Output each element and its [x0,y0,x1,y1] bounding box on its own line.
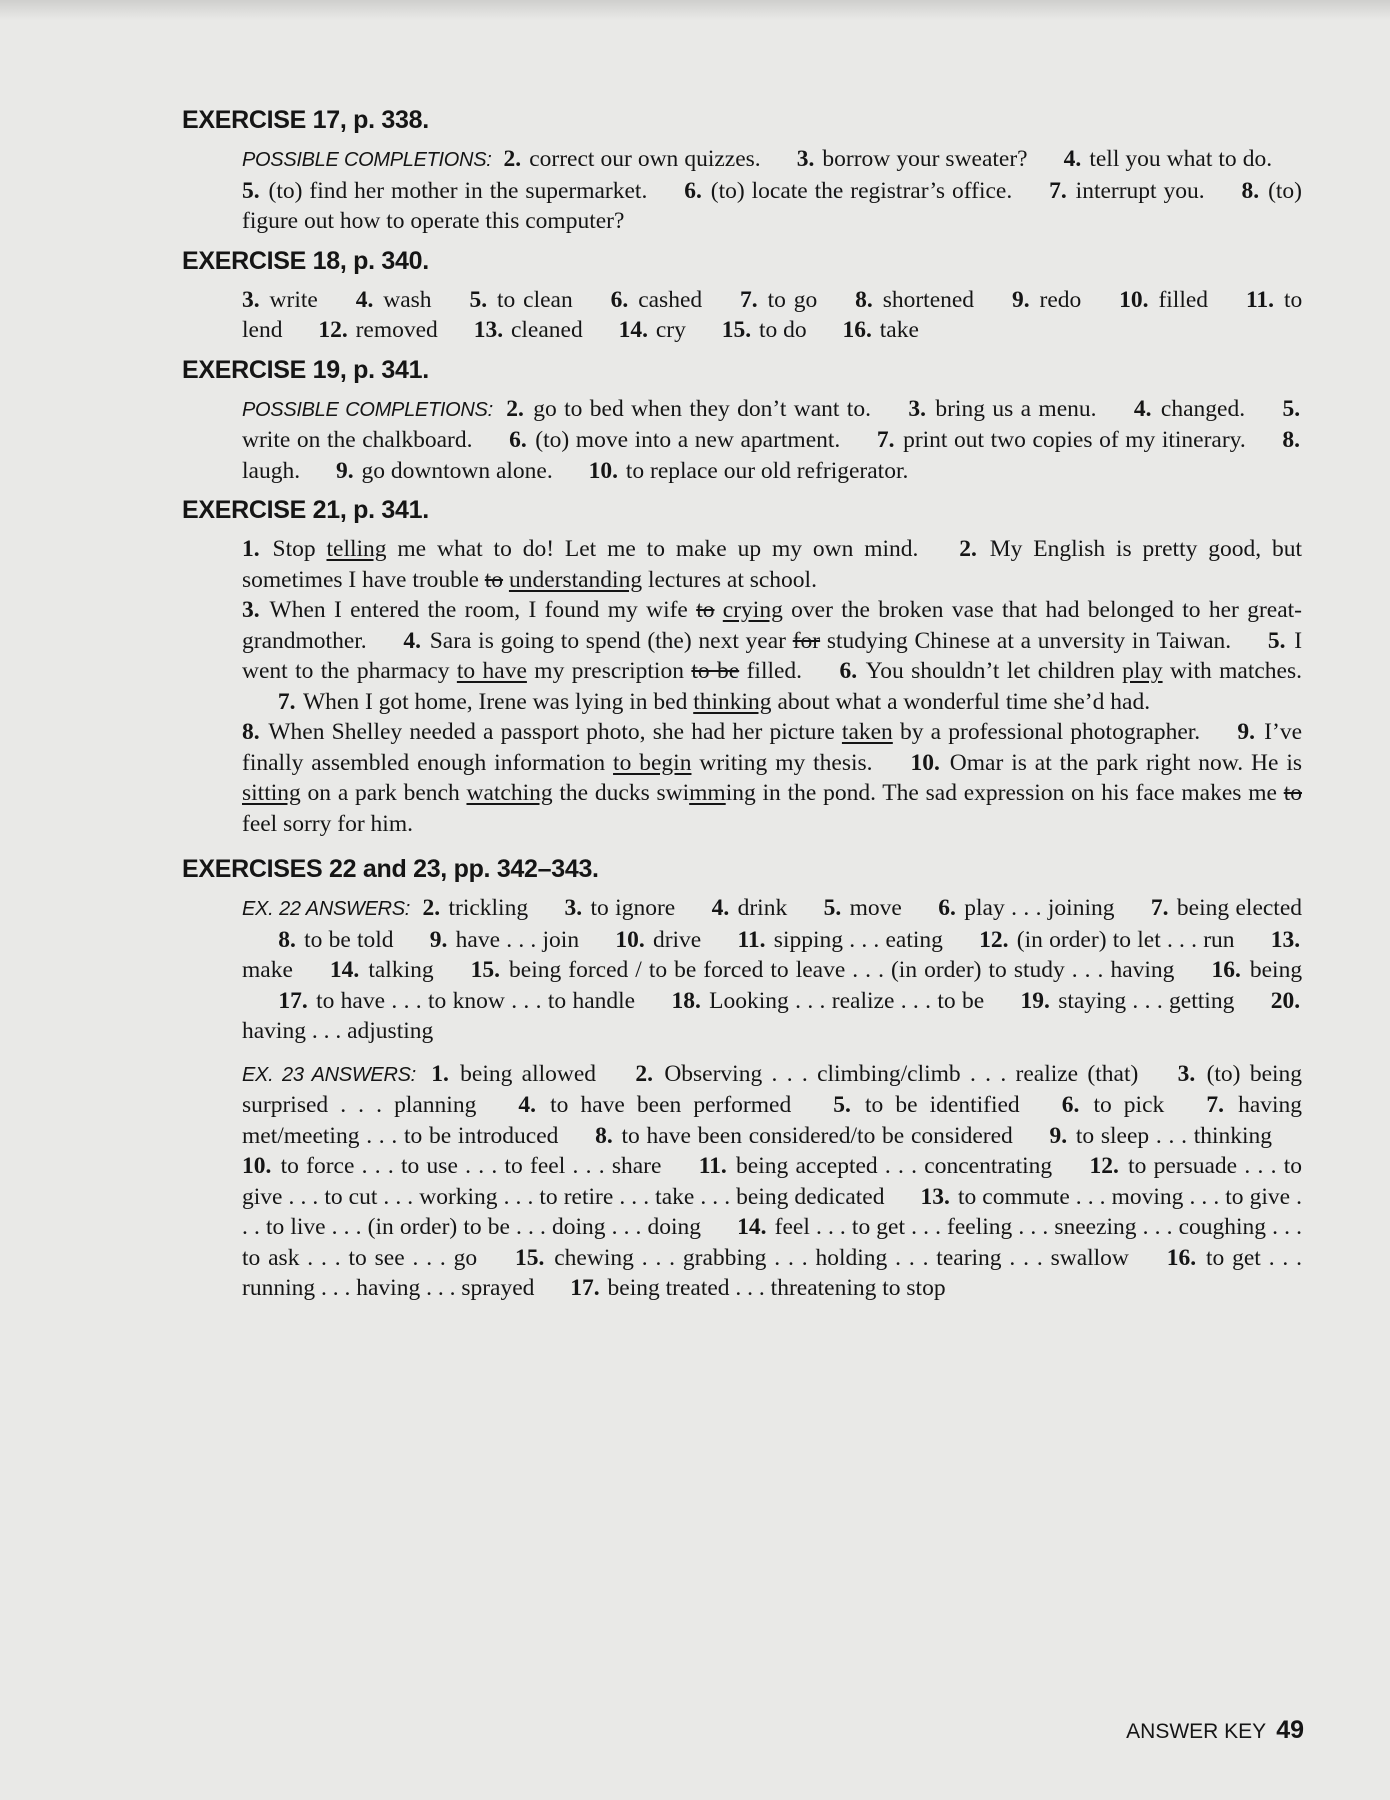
answer-text: Omar is at the park right now. He is [949,749,1302,776]
answer-number: 14. [329,957,360,983]
answer-number: 17. [278,987,308,1014]
answer-item [506,396,871,422]
answer-text: my prescription [526,658,692,684]
answer-item [330,957,434,983]
answer-number: 19. [1020,987,1050,1014]
answer-number: 9. [1237,719,1255,745]
answer-text: move [849,895,902,921]
answer-text: make [242,957,293,983]
answer-item [431,1061,596,1087]
answer-text: being elected [1176,895,1303,921]
answer-item [979,927,1234,953]
answer-number: 13. [920,1183,950,1210]
struck-word: to [696,597,715,623]
answer-number: 20. [1270,987,1301,1014]
answer-text: being forced / to be forced to leave . . . (in order) to study . . . having [509,957,1175,983]
answer-text: being treated . . . threatening to stop [607,1275,946,1301]
answer-item [684,178,1012,204]
answer-item [908,396,1096,422]
exercise-heading: EXERCISE 19, p. 341. [182,355,429,384]
answer-item [589,458,909,484]
answer-number: 6. [938,895,956,921]
exercise-21-section [182,490,1302,839]
answer-text: to commute . . . moving . . . to give . . . to live . . . (in order) to be . . . doing . . . doing [242,1183,1303,1240]
exercise-23-answers [242,1059,1302,1304]
answer-number: 3. [1177,1060,1196,1087]
answer-item [422,895,528,921]
answer-number: 7. [740,286,758,313]
answer-number: 6. [684,177,702,204]
answer-number: 6. [839,658,858,684]
answer-number: 8. [595,1122,613,1149]
answer-number: 9. [1049,1122,1068,1149]
answer-text: When I got home, Irene was lying in bed [302,688,694,715]
answer-text: When I entered the room, I found my wife [269,597,697,623]
answer-text: having met/meeting . . . to be introduced [242,1092,1303,1149]
answer-text: have . . . join [455,926,580,953]
answer-item [242,287,318,313]
answer-text: Sara is going to spend (the) next year [429,627,793,654]
answer-number: 3. [796,146,815,172]
answer-text: to have been performed [550,1092,792,1118]
answer-item [1049,178,1204,204]
answers-label: EX. 22 ANSWERS: [242,898,411,920]
answer-number: 10. [615,926,645,953]
answer-text: the ducks swi [552,780,690,806]
answer-item [1012,287,1081,313]
answer-text: bring us a menu. [935,395,1097,422]
answer-number: 11. [698,1153,727,1179]
answer-text: shortened [882,286,975,313]
answer-item [1064,146,1272,172]
answer-item [712,895,788,921]
answer-item [471,957,1175,983]
answer-number: 4. [1133,395,1152,422]
footer-label: ANSWER KEY [1126,1720,1267,1743]
answer-item [336,458,553,484]
answer-number: 16. [1166,1244,1197,1271]
answer-number: 17. [570,1275,600,1301]
answer-number: 4. [711,895,730,921]
answer-text: over the broken vase that had belonged to her great-grandmother. [242,597,1302,654]
exercise-answers [242,144,1302,237]
answer-number: 3. [564,895,583,921]
answer-text: being [1249,957,1303,983]
space [714,597,722,623]
answers-label: POSSIBLE COMPLETIONS: [242,149,492,171]
answer-text: cashed [638,286,703,313]
struck-word: to be [691,658,740,684]
answer-item [518,1092,791,1118]
answer-text: to have been considered/to be considered [621,1122,1013,1149]
answer-item [824,895,902,921]
answer-item [595,1123,1013,1149]
scan-shadow [0,0,1390,20]
answer-text: sipping . . . eating [773,926,943,953]
answer-item [515,1245,1129,1271]
answer-text: to go [767,286,818,313]
answer-number: 13. [473,317,504,343]
answer-number: 8. [278,926,296,953]
answer-text: staying . . . getting [1058,987,1235,1014]
answer-text: being allowed [460,1060,597,1087]
answer-text: having . . . adjusting [242,1018,434,1044]
underlined-correction: understanding [508,566,643,593]
answers-label: EX. 23 ANSWERS: [242,1063,416,1086]
underlined-correction: crying [722,597,783,623]
answer-item [797,146,1028,172]
underlined-correction: to have [456,658,527,684]
answer-text: to clean [497,286,573,313]
answer-number: 15. [470,957,501,983]
answer-number: 6. [1061,1092,1080,1118]
exercise-18-section [182,241,1302,346]
answer-item [1134,396,1245,422]
underlined-correction: watching [466,780,553,806]
struck-word: for [792,627,821,654]
answer-item [635,1061,1138,1087]
answer-text: redo [1039,286,1082,313]
answer-number: 3. [242,286,260,313]
answer-text: lectures at school. [642,566,817,593]
answer-item [430,927,579,953]
underlined-correction: play [1122,658,1163,684]
answer-number: 7. [1206,1092,1224,1118]
answer-number: 5. [1267,627,1286,654]
answer-number: 11. [737,926,766,953]
answer-number: 8. [855,286,873,313]
answer-number: 2. [506,395,524,422]
answer-number: 15. [515,1244,545,1271]
answer-text: Looking . . . realize . . . to be [709,987,985,1014]
answer-item [278,988,635,1014]
answer-text: chewing . . . grabbing . . . holding . . . tearing . . . swallow [554,1244,1129,1271]
struck-word: to [1283,780,1302,806]
answer-text: write [269,286,318,313]
answer-number: 7. [277,688,296,715]
answer-text: to do [758,317,807,343]
answer-item [318,317,437,343]
answer-number: 7. [1150,895,1169,921]
answer-item [619,317,686,343]
answer-text: When Shelley needed a passport photo, she had her picture [268,719,842,745]
answer-item [699,1153,1052,1179]
answer-text: to ignore [590,895,676,921]
answer-text: drive [652,926,702,953]
answer-text: (to) find her mother in the supermarket. [268,177,648,204]
answer-number: 3. [908,395,926,422]
answer-text: I’ve finally assembled enough information [242,719,1303,776]
answer-number: 2. [635,1060,653,1087]
answer-item [504,146,761,172]
answer-number: 4. [355,286,374,313]
answer-item [839,658,1302,684]
answer-number: 8. [1282,427,1300,453]
underlined-correction: taken [841,719,893,745]
answer-text: tell you what to do. [1089,146,1273,172]
answers-label: POSSIBLE COMPLETIONS: [242,398,493,421]
answer-text: You shouldn’t let children [865,658,1123,684]
answer-number: 10. [910,749,940,776]
answer-item [1050,1123,1273,1149]
answer-item [671,988,984,1014]
answer-item [278,927,393,953]
answer-number: 2. [503,146,522,172]
answer-text: to persuade . . . to give . . . to cut . . . working . . . to retire . . . take . . . being dedicated [242,1153,1302,1210]
answer-number: 18. [671,987,701,1014]
answer-text: changed. [1160,395,1246,422]
answer-item [737,927,942,953]
answer-text: (to) figure out how to operate this computer? [242,177,1302,234]
exercise-22-answers [242,893,1302,1047]
answer-item [403,628,1231,654]
answer-text: to sleep . . . thinking [1075,1122,1273,1149]
answer-item [855,287,974,313]
exercise-19-section [182,350,1302,487]
answer-number: 8. [1241,177,1260,204]
answer-text: play . . . joining [964,895,1115,921]
answer-number: 12. [979,926,1009,953]
answer-item [611,287,702,313]
answer-item [242,178,647,204]
answer-text: write on the chalkboard. [242,427,473,453]
answer-text: I went to the pharmacy [242,627,1303,684]
answer-item [278,689,1150,715]
answer-text: cleaned [510,317,583,343]
underlined-correction: thinking [693,688,772,715]
underlined-correction: telling [326,536,387,562]
answer-number: 3. [242,597,260,623]
answer-text: (in order) to let . . . run [1016,926,1235,953]
answer-text: talking [368,957,434,983]
answer-item [740,287,817,313]
answer-text: My English is pretty good, but sometimes I have trouble [242,536,1302,593]
answer-item [469,287,572,313]
answer-item [1211,957,1302,983]
answer-text: on a park bench [300,780,467,806]
answer-text: to be identified [865,1092,1020,1118]
answer-text: to be told [304,926,394,953]
answer-text: take [879,317,919,343]
answer-item [615,927,701,953]
answer-text: with matches. [1162,658,1302,684]
underlined-correction: mm [689,780,726,806]
answer-text: studying Chinese at a unversity in Taiwan. [820,627,1232,654]
exercise-heading: EXERCISE 18, p. 340. [182,246,429,275]
exercise-heading: EXERCISE 17, p. 338. [182,106,429,134]
answer-number: 12. [1089,1153,1119,1179]
answer-number: 6. [610,286,629,313]
answer-number: 5. [469,286,488,313]
answer-item [843,317,919,343]
answer-number: 6. [509,427,527,453]
exercise-heading: EXERCISES 22 and 23, pp. 342–343. [182,855,599,883]
answer-text: writing my thesis. [691,749,873,776]
answer-text: about what a wonderful time she’d had. [771,688,1151,715]
answer-text: laugh. [242,457,301,484]
struck-word: to [484,566,504,593]
answer-number: 9. [429,926,448,953]
answer-text: to have . . . to know . . . to handle [316,987,636,1014]
answer-text: interrupt you. [1075,177,1205,204]
answer-number: 16. [842,317,872,343]
answer-text: (to) being surprised . . . planning [242,1060,1303,1118]
answer-item [474,317,583,343]
page-content [182,100,1302,1308]
answer-item [509,427,840,453]
answer-item [564,895,675,921]
answer-number: 16. [1211,957,1241,983]
answer-text: being accepted . . . concentrating [736,1153,1053,1179]
answer-text: removed [355,317,438,343]
answer-text: print out two copies of my itinerary. [903,427,1246,453]
answer-text: feel . . . to get . . . feeling . . . sneezing . . . coughing . . . to ask . . . to see . . . go [242,1214,1302,1271]
answer-text: filled [1158,286,1209,313]
underlined-correction: to begin [613,749,692,776]
answer-number: 4. [1063,146,1082,172]
answer-text: Observing . . . climbing/climb . . . realize (that) [664,1060,1139,1087]
answer-number: 8. [242,719,260,745]
answer-text: filled. [739,658,803,684]
answer-number: 2. [959,536,977,562]
answer-number: 1. [242,536,260,562]
underlined-correction: sitting [242,780,301,806]
answer-item [1119,287,1208,313]
answer-text: by a professional photographer. [892,719,1201,745]
answer-item [877,427,1246,453]
exercise-answers [242,534,1302,839]
answer-number: 10. [242,1153,272,1179]
answer-number: 10. [588,457,618,484]
answer-text: correct our own quizzes. [529,146,761,172]
answer-number: 10. [1119,286,1149,313]
answer-item [1020,988,1234,1014]
answer-number: 4. [518,1092,537,1118]
answer-text: to force . . . to use . . . to feel . . . share [280,1153,662,1179]
answer-number: 5. [242,177,260,204]
answer-text: ing in the pond. The sad expression on his face makes me [725,780,1284,806]
answer-number: 7. [876,427,895,453]
answer-text: go downtown alone. [361,457,553,484]
answer-number: 9. [1011,286,1030,313]
answer-text: feel sorry for him. [242,810,413,837]
answer-item [356,287,432,313]
page-footer [1126,1716,1304,1745]
answer-item [242,719,1200,745]
answer-number: 14. [618,317,648,343]
answer-item [833,1092,1019,1118]
answer-text: to replace our old refrigerator. [625,457,909,484]
answer-number: 5. [1282,395,1301,422]
answer-item [242,1153,661,1179]
exercise-heading: EXERCISE 21, p. 341. [182,496,429,524]
exercises-22-23-section [182,849,1302,1304]
answer-number: 2. [422,895,441,921]
answer-text: to lend [242,286,1303,343]
answer-number: 7. [1049,177,1067,204]
answer-number: 12. [318,317,348,343]
page-number: 49 [1276,1716,1304,1744]
answer-number: 4. [403,627,421,654]
exercise-17-section [182,100,1302,237]
answer-item [570,1275,945,1301]
answer-number: 14. [737,1214,767,1240]
exercise-answers [242,285,1302,346]
answer-number: 5. [833,1092,851,1118]
answer-text: cry [655,317,686,343]
answer-text: go to bed when they don’t want to. [533,395,871,422]
answer-number: 1. [431,1060,449,1087]
answer-item [1062,1092,1165,1118]
answer-number: 11. [1245,286,1275,313]
answer-text: (to) move into a new apartment. [535,427,841,453]
answer-text: Stop [272,536,327,562]
answer-text: borrow your sweater? [822,146,1028,172]
answer-number: 5. [823,895,842,921]
answer-text: to pick [1093,1092,1165,1118]
answer-number: 15. [721,317,752,343]
answer-text: to get . . . running . . . having . . . sprayed [242,1244,1303,1301]
answer-text: trickling [448,895,529,921]
answer-number: 9. [335,457,354,484]
answer-text: (to) locate the registrar’s office. [710,177,1013,204]
answer-text: me what to do! Let me to make up my own mind. [386,536,919,562]
answer-text: drink [737,895,788,921]
answer-text: wash [383,286,432,313]
answer-number: 13. [1270,926,1301,953]
answer-item [722,317,807,343]
answer-item [242,536,918,562]
answer-item [1151,895,1302,921]
answer-item [938,895,1114,921]
exercise-answers [242,394,1302,487]
